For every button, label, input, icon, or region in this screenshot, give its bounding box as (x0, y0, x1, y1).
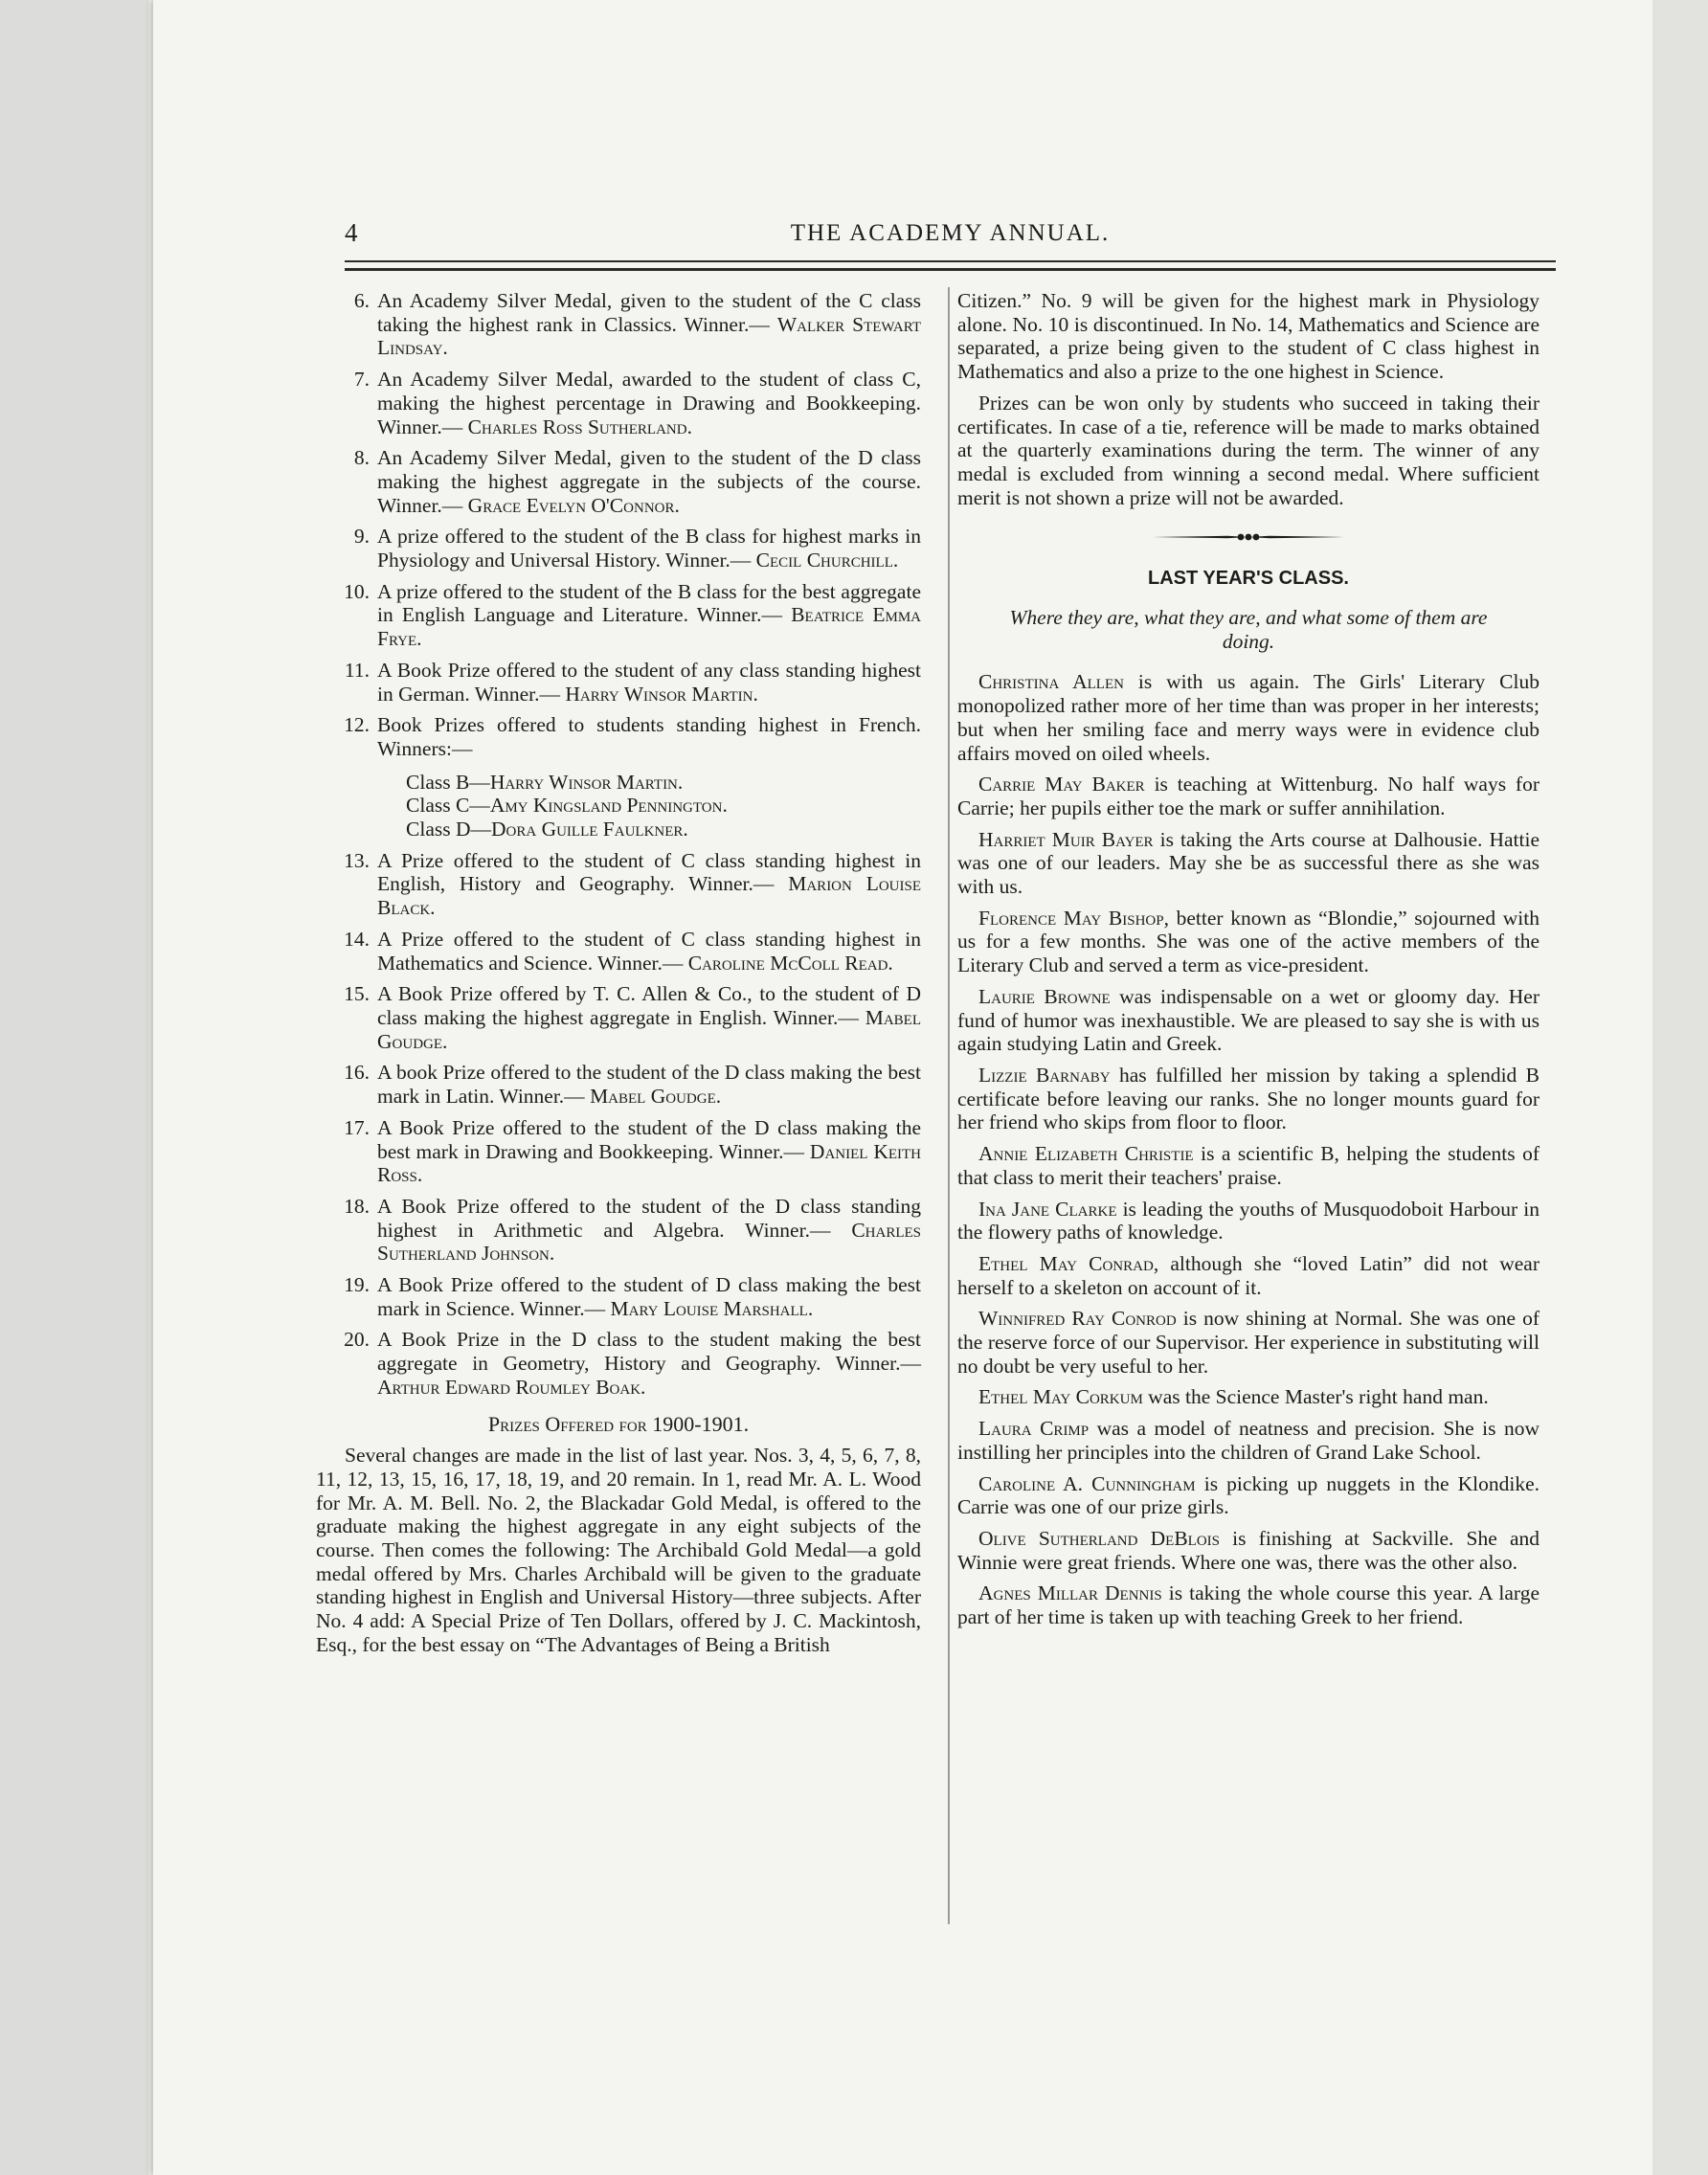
prize-description: A Prize offered to the student of C class standing highest in Mathematics and Science. Winner.— (377, 927, 921, 975)
alumni-text: , better known as “Blondie,” sojourned with us for a few months. She was one of the active members of the Literary Club and served a term as vice-president. (957, 906, 1539, 977)
alumni-name: Caroline A. Cunningham (978, 1471, 1196, 1495)
prize-item (316, 368, 921, 438)
alumni-text: is now shining at Normal. She was one of the reserve force of our Supervisor. Her experience in substituting will no doubt be very useful to her. (957, 1307, 1539, 1378)
alumni-list (957, 670, 1539, 1628)
prize-text (377, 525, 921, 572)
prize-item (316, 659, 921, 706)
prize-winner: Charles Ross Sutherland. (467, 415, 692, 438)
prize-number: 7. (353, 368, 370, 392)
prize-number: 13. (344, 848, 370, 872)
french-class: Class B— (406, 770, 490, 794)
french-winners (377, 771, 921, 841)
last-years-class-heading: LAST YEAR'S CLASS. (1148, 568, 1349, 590)
alumni-name: Lizzie Barnaby (978, 1063, 1111, 1087)
running-title: THE ACADEMY ANNUAL. (790, 220, 1111, 246)
alumni-entry (957, 1064, 1539, 1134)
page-header (345, 218, 1556, 257)
prizes-1900-paragraph: Several changes are made in the list of last year. Nos. 3, 4, 5, 6, 7, 8, 11, 12, 13, 15, 16, 17, 18, 19, and 20 remain. In 1, read Mr. A. L. Wood for Mr. A. M. Bell. No. 2, the Blackadar Gold Medal, is offered to the graduate making the highest aggregate in any eight subjects of the course. Then comes the following: The Archibald Gold Medal—a gold medal offered by Mrs. Charles Archibald will be given to the graduate standing highest in English and Universal History—three subjects. After No. 4 add: A Special Prize of Ten Dollars, offered by J. C. Mackintosh, Esq., for the best essay on “The Advantages of Being a British (316, 1444, 921, 1656)
prize-description: A Book Prize offered to the student of the D class making the best mark in Drawing and Bookkeeping. Winner.— (377, 1115, 921, 1163)
alumni-text: has fulfilled her mission by taking a splendid B certificate before leaving our ranks. She no longer mounts guard for her friend who skips from floor to floor. (957, 1063, 1539, 1134)
alumni-text: is finishing at Sackville. She and Winnie were great friends. Where one was, there was the other also. (957, 1526, 1539, 1574)
prize-description: A Prize offered to the student of C class standing highest in English, History and Geography. Winner.— (377, 848, 921, 896)
alumni-entry (957, 1385, 1539, 1409)
prize-text (377, 1273, 921, 1320)
prize-number: 20. (344, 1328, 370, 1352)
alumni-text: is with us again. The Girls' Literary Club monopolized rather more of her time than was proper in her interests; but when her smiling face and merry ways were in evidence club affairs moved on oiled wheels. (957, 670, 1539, 765)
prize-item (316, 1328, 921, 1399)
page-number: 4 (345, 218, 358, 247)
alumni-entry (957, 773, 1539, 819)
prize-item (316, 1061, 921, 1108)
prize-text (377, 1116, 921, 1187)
prize-text (377, 446, 921, 517)
alumni-name: Harriet Muir Bayer (978, 827, 1154, 851)
prize-winner: Mary Louise Marshall. (610, 1296, 814, 1320)
prize-number: 18. (344, 1194, 370, 1218)
prize-number: 10. (344, 579, 370, 603)
header-rule-bottom (345, 268, 1556, 271)
french-winner-name: Dora Guille Faulkner. (491, 818, 688, 841)
prize-description: A prize offered to the student of the B class for highest marks in Physiology and Universal History. Winner.— (377, 525, 921, 572)
prize-text (377, 849, 921, 920)
alumni-name: Annie Elizabeth Christie (978, 1142, 1194, 1166)
alumni-text: is a scientific B, helping the students of that class to merit their teachers' praise. (957, 1142, 1539, 1189)
alumni-name: Carrie May Baker (978, 773, 1145, 796)
prize-item (316, 849, 921, 920)
prize-item (316, 525, 921, 572)
french-winner-name: Amy Kingsland Pennington. (489, 794, 728, 818)
prize-winner: Mabel Goudge. (377, 1005, 921, 1053)
prize-description: A Book Prize in the D class to the student making the best aggregate in Geometry, History and Geography. Winner.— (377, 1328, 921, 1376)
prize-text (377, 289, 921, 360)
prize-text (377, 1195, 921, 1266)
prize-description: A Book Prize offered to the student of D class making the best mark in Science. Winner.— (377, 1273, 921, 1320)
right-column (957, 289, 1539, 1637)
prize-text (377, 1328, 921, 1399)
alumni-entry (957, 1472, 1539, 1519)
prizes-1900-heading: Prizes Offered for 1900-1901. (487, 1411, 750, 1436)
prize-description: A Book Prize offered by T. C. Allen & Co., to the student of D class making the highest aggregate in English. Winner.— (377, 982, 921, 1029)
alumni-name: Ethel May Conrad (978, 1251, 1154, 1275)
prize-text (377, 982, 921, 1053)
prize-winner: Cecil Churchill. (755, 549, 899, 572)
prize-text (377, 928, 921, 975)
prize-description: A prize offered to the student of the B class for the best aggregate in English Language and Literature. Winner.— (377, 579, 921, 627)
alumni-entry (957, 907, 1539, 977)
alumni-entry (957, 985, 1539, 1056)
prize-item (316, 1273, 921, 1320)
prize-description: An Academy Silver Medal, given to the student of the C class taking the highest rank in Classics. Winner.— (377, 289, 921, 336)
prize-winner: Charles Sutherland Johnson. (377, 1218, 921, 1266)
alumni-text: was indispensable on a wet or gloomy day. Her fund of humor was inexhaustible. We are pleased to say she is with us again studying Latin and Greek. (957, 984, 1539, 1056)
alumni-name: Olive Sutherland DeBlois (978, 1526, 1220, 1550)
alumni-name: Florence May Bishop (978, 906, 1164, 930)
alumni-text: was a model of neatness and precision. She is now instilling her principles into the children of Grand Lake School. (957, 1417, 1540, 1464)
prize-number: 14. (344, 927, 370, 951)
prize-winner: Beatrice Emma Frye. (377, 603, 921, 651)
prize-number: 16. (344, 1061, 370, 1085)
prize-description: A Book Prize offered to the student of the D class standing highest in Arithmetic and Algebra. Winner.— (377, 1194, 921, 1242)
alumni-text: was the Science Master's right hand man. (1142, 1385, 1489, 1409)
french-class: Class D— (406, 818, 491, 841)
prize-winner: Caroline McColl Read. (687, 951, 893, 975)
last-years-class-subheading: Where they are, what they are, and what some of them are doing. (1009, 606, 1488, 653)
alumni-entry (957, 1417, 1539, 1464)
prize-description: An Academy Silver Medal, given to the student of the D class making the highest aggregate in the subjects of the course. Winner.— (377, 446, 921, 517)
prize-item (316, 1116, 921, 1187)
prize-winner: Daniel Keith Ross. (377, 1139, 921, 1187)
prize-winner: Walker Stewart Lindsay. (377, 312, 922, 360)
alumni-name: Ethel May Corkum (978, 1385, 1143, 1409)
prize-number: 11. (344, 658, 370, 682)
alumni-entry (957, 1198, 1539, 1244)
prize-number: 15. (344, 982, 370, 1006)
alumni-text: is leading the youths of Musquodoboit Harbour in the flowery paths of knowledge. (957, 1197, 1539, 1244)
prize-item (316, 1195, 921, 1266)
prize-winner: Arthur Edward Roumley Boak. (377, 1375, 646, 1399)
alumni-name: Ina Jane Clarke (978, 1197, 1117, 1221)
alumni-text: is teaching at Wittenburg. No half ways for Carrie; her pupils either toe the mark or suffer annihilation. (957, 773, 1540, 819)
alumni-name: Laurie Browne (978, 984, 1111, 1008)
alumni-entry (957, 828, 1539, 899)
french-class: Class C— (406, 794, 490, 818)
prize-text (377, 580, 921, 651)
prize-item (316, 446, 921, 517)
left-column (316, 289, 921, 1665)
alumni-name: Winnifred Ray Conrod (978, 1307, 1177, 1331)
alumni-entry (957, 1527, 1539, 1574)
french-winner-line (406, 771, 921, 795)
alumni-entry (957, 670, 1539, 765)
column-divider (948, 287, 950, 1924)
prize-description: A Book Prize offered to the student of any class standing highest in German. Winner.— (377, 658, 921, 706)
alumni-entry (957, 1252, 1539, 1299)
prizes-1900-paragraph-2: Prizes can be won only by students who succeed in taking their certificates. In case of a tie, reference will be made to marks obtained at the quarterly examinations during the term. The winner of any medal is excluded from winning a second medal. Where sufficient merit is not shown a prize will not be awarded. (957, 391, 1539, 509)
prize-winner: Mabel Goudge. (590, 1085, 722, 1109)
alumni-entry (957, 1581, 1539, 1628)
prize-description: A book Prize offered to the student of the D class making the best mark in Latin. Winner.— (377, 1061, 921, 1109)
alumni-entry (957, 1307, 1539, 1378)
prize-item (316, 289, 921, 360)
prize-number: 12. (344, 713, 370, 737)
prize-description: An Academy Silver Medal, awarded to the student of class C, making the highest percentage in Drawing and Bookkeeping. Winner.— (377, 368, 921, 438)
prize-text (377, 1061, 921, 1108)
alumni-text: is taking the Arts course at Dalhousie. Hattie was one of our leaders. May she be as successful there as she was with us. (957, 827, 1540, 899)
alumni-entry (957, 1142, 1539, 1189)
alumni-name: Christina Allen (978, 670, 1124, 694)
prize-number: 19. (344, 1273, 370, 1297)
scan-left-margin (0, 0, 148, 2175)
prize-winner: Marion Louise Black. (377, 872, 921, 920)
header-rule-top (345, 260, 1556, 262)
prize-text (377, 659, 921, 706)
alumni-text: , although she “loved Latin” did not wear herself to a skeleton on account of it. (957, 1251, 1539, 1299)
prize-item (316, 713, 921, 841)
prize-number: 9. (353, 525, 370, 549)
alumni-name: Agnes Millar Dennis (978, 1581, 1162, 1605)
prize-number: 17. (344, 1115, 370, 1139)
alumni-text: is picking up nuggets in the Klondike. Carrie was one of our prize girls. (957, 1471, 1539, 1519)
french-winner-line (406, 794, 921, 818)
prizes-1900-continued: Citizen.” No. 9 will be given for the highest mark in Physiology alone. No. 10 is discontinued. In No. 14, Mathematics and Science are separated, a prize being given to the student of C class highest in Mathematics and also a prize to the one highest in Science. (957, 289, 1539, 384)
prize-number: 8. (353, 446, 370, 470)
prize-winner: Harry Winsor Martin. (565, 682, 758, 706)
alumni-text: is taking the whole course this year. A large part of her time is taken up with teaching Greek to her friend. (957, 1581, 1539, 1629)
prize-description: Book Prizes offered to students standing highest in French. Winners:— (377, 713, 921, 760)
prize-item (316, 928, 921, 975)
prize-list (316, 289, 921, 1400)
prize-item (316, 580, 921, 651)
prize-number: 6. (353, 289, 370, 312)
prize-item (316, 982, 921, 1053)
prize-winner: Grace Evelyn O'Connor. (467, 493, 680, 517)
scan-right-margin (1652, 0, 1708, 2175)
prize-text (377, 368, 921, 438)
french-winner-line (406, 818, 921, 841)
ornament-divider (957, 530, 1539, 544)
prize-text (377, 713, 921, 841)
alumni-name: Laura Crimp (978, 1417, 1090, 1441)
french-winner-name: Harry Winsor Martin. (489, 770, 684, 794)
